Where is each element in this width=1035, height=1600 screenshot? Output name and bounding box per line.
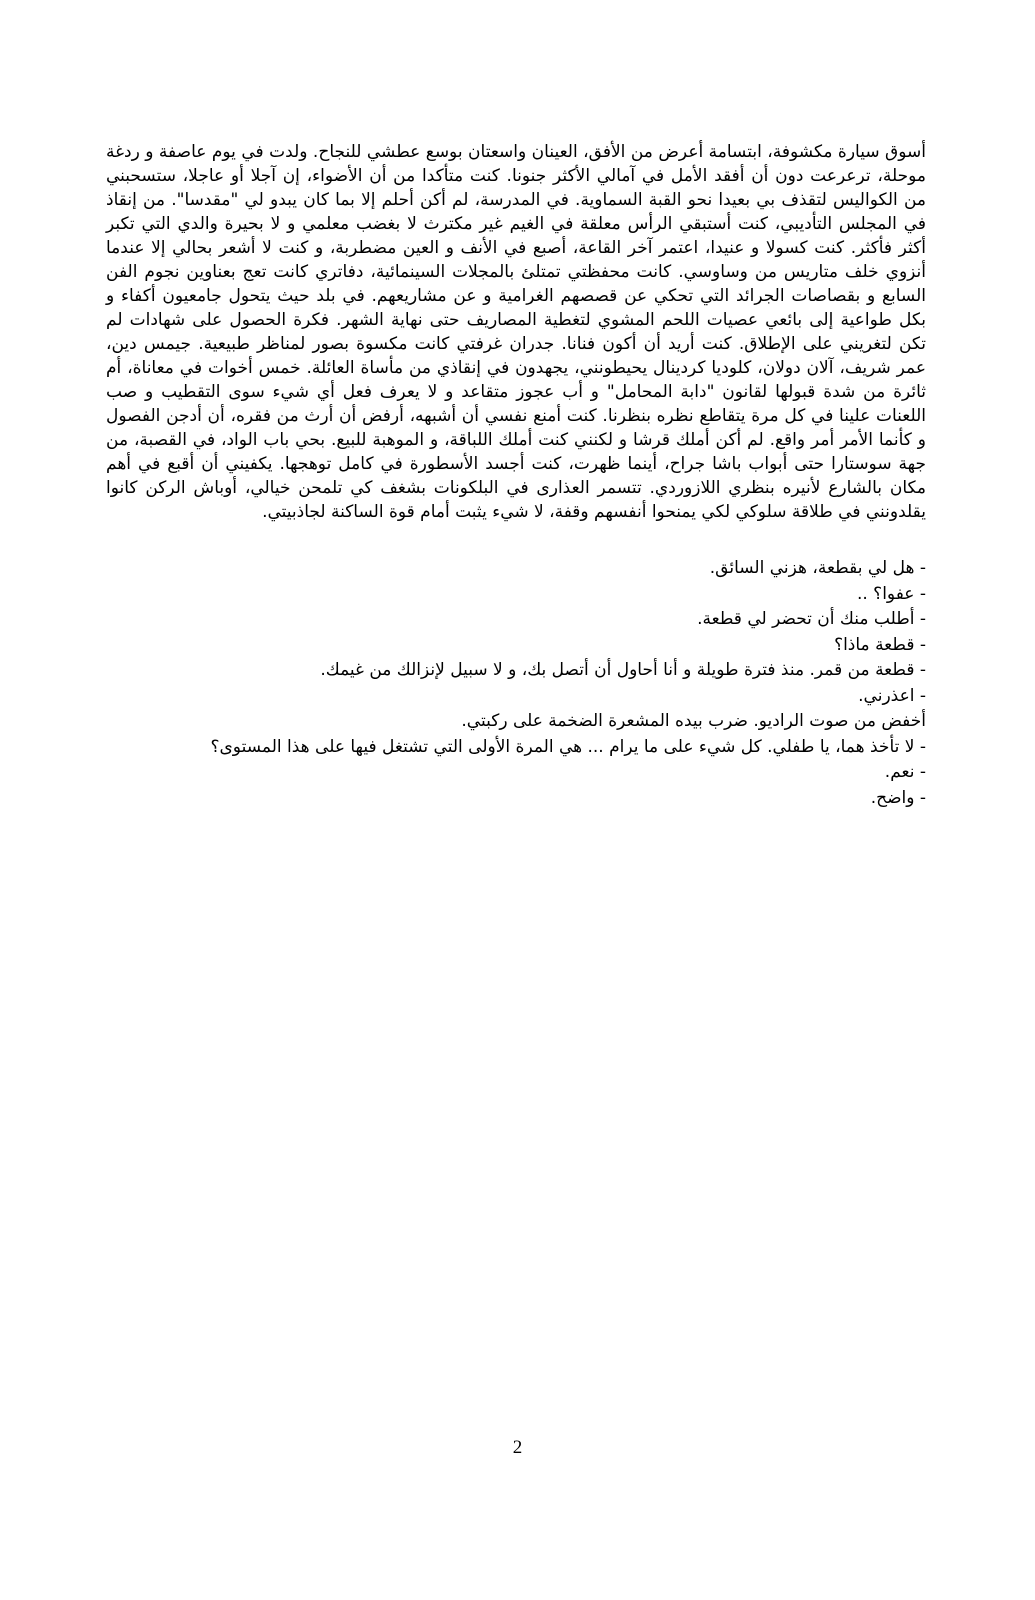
document-body — [106, 140, 926, 811]
dialogue-line: - قطعة من قمر. منذ فترة طويلة و أنا أحاول أن أتصل بك، و لا سبيل لإنزالك من غيمك. — [320, 660, 926, 680]
page-number: 2 — [512, 1437, 523, 1458]
dialogue-line: - لا تأخذ هما، يا طفلي. كل شيء على ما يرام ... هي المرة الأولى التي تشتغل فيها على هذا المستوى؟ — [210, 736, 926, 757]
dialogue-line: - أطلب منك أن تحضر لي قطعة. — [697, 609, 926, 629]
dialogue-line: - نعم. — [884, 762, 926, 782]
dialogue-line: - قطعة ماذا؟ — [834, 634, 926, 655]
dialogue-line: - واضح. — [870, 787, 926, 808]
dialogue-line: - هل لي بقطعة، هزني السائق. — [709, 558, 926, 578]
dialogue-line: - عفوا؟ .. — [856, 583, 926, 604]
narration-line: أخفض من صوت الراديو. ضرب بيده المشعرة الضخمة على ركبتي. — [461, 711, 926, 731]
dialogue-line: - اعذرني. — [858, 685, 926, 706]
dialogue-block — [106, 556, 926, 811]
narrative-paragraph: أسوق سيارة مكشوفة، ابتسامة أعرض من الأفق، العينان واسعتان بوسع عطشي للنجاح. ولدت في يوم عاصفة و ردغة موحلة، ترعرعت دون أن أفقد الأمل في آمالي الأكثر جنونا. كنت متأكدا من أن الأضواء، إن آجلا أو عاجلا، ستسحبني من الكواليس لتقذف بي بعيدا نحو القبة السماوية. في المدرسة، لم أكن أحلم إلا بما كان يبدو لي "مقدسا". من إنقاذ في المجلس التأديبي، كنت أستبقي الرأس معلقة في الغيم غير مكترث لا بغضب معلمي و لا بحيرة والدي التي تكبر أكثر فأكثر. كنت كسولا و عنيدا، اعتمر آخر القاعة، أصبع في الأنف و العين مضطربة، و كنت لا أشعر بحالي إلا عندما أنزوي خلف متاريس من وساوسي. كانت محفظتي تمتلئ بالمجلات السينمائية، دفاتري كانت تعج بعناوين نجوم الفن السابع و بقصاصات الجرائد التي تحكي عن قصصهم الغرامية و عن مشاريعهم. في بلد حيث يتحول جامعيون أكفاء و بكل طواعية إلى بائعي عصيات اللحم المشوي لتغطية المصاريف حتى نهاية الشهر. فكرة الحصول على شهادات لم تكن لتغريني على الإطلاق. كنت أريد أن أكون فنانا. جدران غرفتي كانت مكسوة بصور لمناظر طبيعية. جيمس دين، عمر شريف، آلان دولان، كلوديا كردينال يحيطونني، يجهدون في إنقاذي من مأساة العائلة. خمس أخوات في معاناة، أم ثائرة من شدة قبولها لقانون "دابة المحامل" و أب عجوز متقاعد و لا يعرف فعل أي شيء سوى التقطيب و صب اللعنات علينا في كل مرة يتقاطع نظره بنظرنا. كنت أمنع نفسي أن أشبهه، أرفض أن أرث من فقره، أن أدجن الفصول و كأنما الأمر أمر واقع. لم أكن أملك قرشا و لكنني كنت أملك اللباقة، و الموهبة للبيع. بحي باب الواد، في القصبة، من جهة سوستارا حتى أبواب باشا جراح، أينما ظهرت، كنت أجسد الأسطورة في كامل توهجها. يكفيني أن أقبع في أهم مكان بالشارع لأنيره بنظري اللازوردي. تتسمر العذارى في البلكونات بشغف كي تلمحن خيالي، أوباش الركن كانوا يقلدونني في طلاقة سلوكي لكي يمنحوا أنفسهم وقفة، لا شيء يثبت أمام قوة الساكنة لجاذبيتي. — [106, 142, 926, 522]
